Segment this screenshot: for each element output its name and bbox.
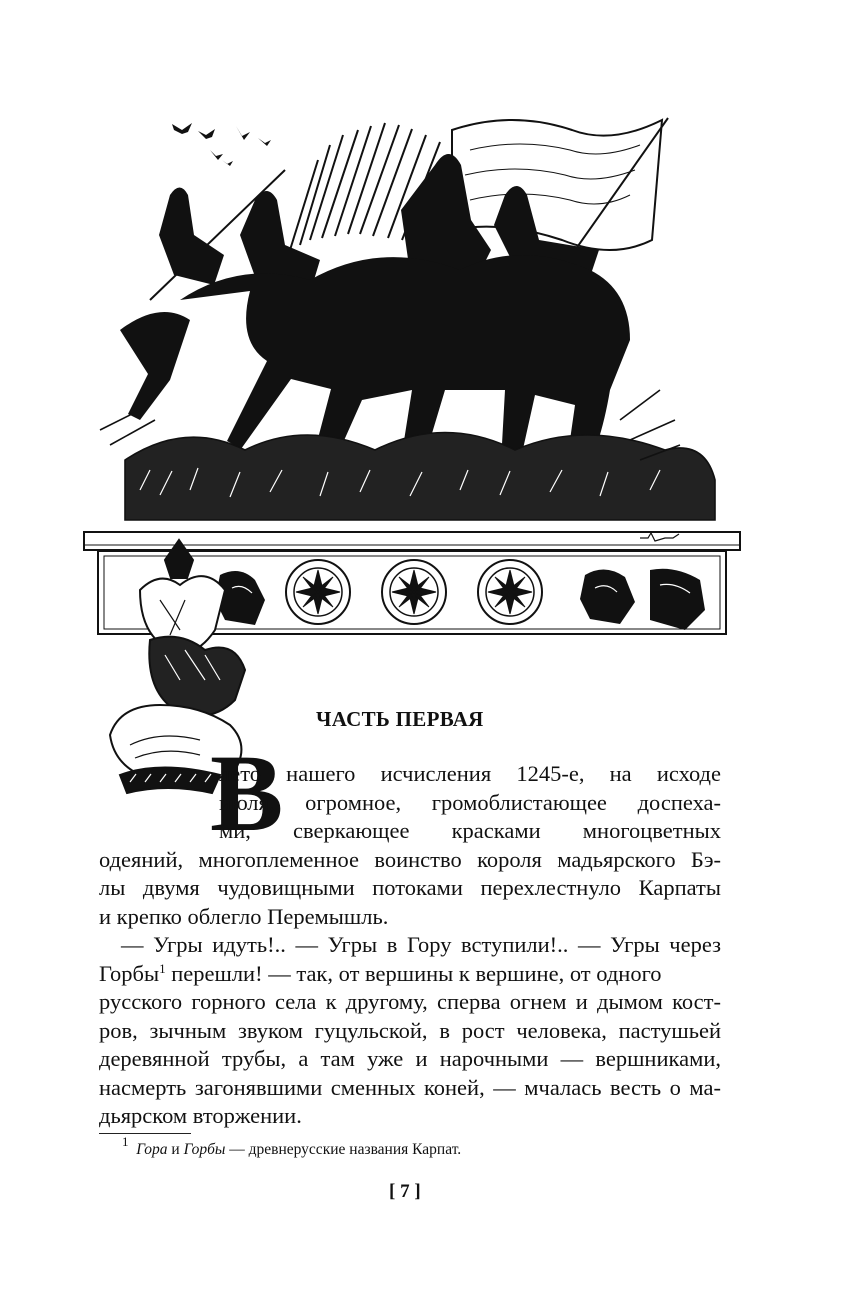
text-line: — Угры идуть!.. — Угры в Гору вступили!.. — Угры через [121, 932, 721, 957]
footnote-conj: и [171, 1141, 180, 1158]
text-line: деревянной трубы, а там уже и нарочными — вершниками, [99, 1046, 721, 1071]
footnote [122, 1134, 462, 1159]
text-fragment: перешли! — так, от вершины к вершине, от одного [171, 960, 662, 986]
text-line: лы двумя чудовищными потоками перехлестнуло Карпаты [99, 875, 721, 900]
text-line: и крепко облегло Перемышль. [99, 903, 389, 929]
footnote-divider [99, 1133, 191, 1134]
banner [452, 120, 662, 250]
drop-cap-letter: В [210, 732, 284, 854]
birds-flock [172, 123, 271, 166]
body-text [99, 760, 721, 1131]
text-line-with-footnote-ref [99, 960, 721, 989]
footnote-term-2: Горбы [183, 1141, 226, 1158]
grass [100, 390, 715, 520]
text-line: одеяний, многоплеменное воинство короля мадьярского Бэ- [99, 846, 721, 872]
text-line: лето нашего исчисления 1245-е, на исходе [219, 761, 721, 786]
text-line: насмерть загонявшими сменных коней, — мчалась весть о ма- [99, 1074, 721, 1100]
text-line: дьярском вторжении. [99, 1103, 302, 1128]
rosettes [286, 560, 542, 624]
paragraph-2 [99, 931, 721, 1131]
text-line: июля, огромное, громоблистающее доспеха- [219, 789, 721, 815]
text-line: ми, сверкающее красками многоцветных [219, 818, 721, 843]
chapter-heading: ЧАСТЬ ПЕРВАЯ [316, 707, 484, 731]
paragraph-1 [99, 760, 721, 931]
footnote-term-1: Гора [136, 1141, 168, 1158]
footnote-ref-mark: 1 [159, 960, 166, 976]
text-line: русского горного села к другому, сперва огнем и дымом кост- [99, 989, 721, 1014]
text-line: ров, зычным звуком гуцульской, в рост человека, пастушьей [99, 1017, 721, 1043]
page-number: [ 7 ] [389, 1181, 421, 1202]
footnote-mark: 1 [122, 1134, 129, 1149]
footnote-ref-word: Горбы [99, 960, 160, 986]
footnote-text: — древнерусские названия Карпат. [229, 1141, 462, 1158]
